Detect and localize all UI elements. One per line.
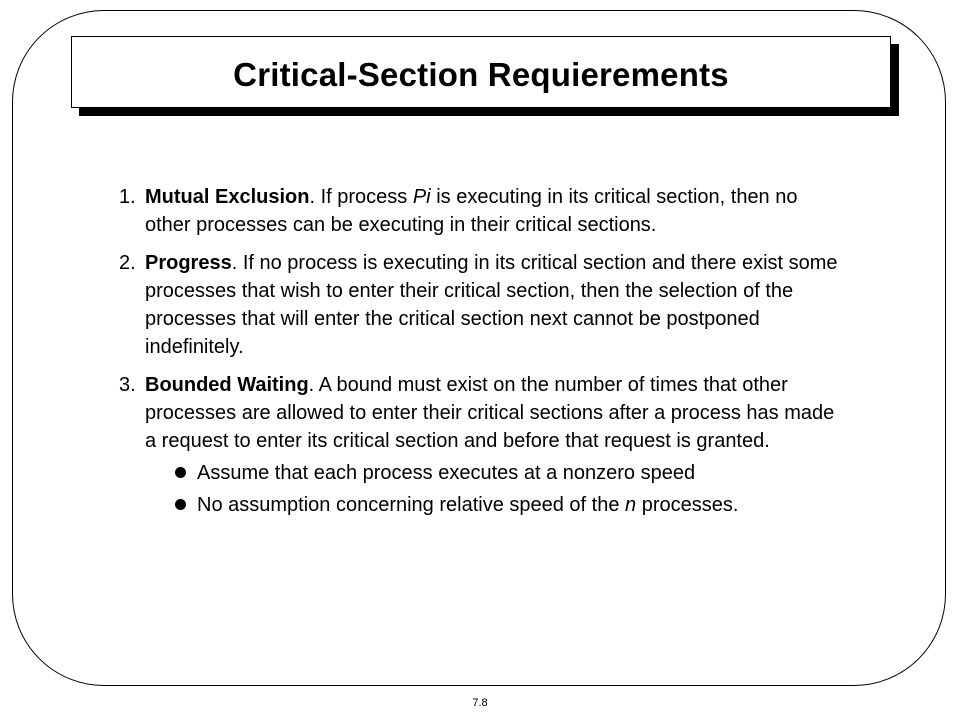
list-item-progress (119, 249, 839, 361)
item-heading: Mutual Exclusion (145, 186, 310, 208)
title-box (71, 36, 891, 108)
item-text (145, 371, 839, 455)
slide-content (119, 183, 839, 523)
item-number: 3. (119, 374, 136, 396)
item-number: 2. (119, 252, 136, 274)
item-body: . If process (309, 186, 413, 208)
sub-bullet-item (145, 491, 839, 519)
item-body: . A bound must exist on the number of times that other processes are allowed to enter their critical sections after a process has made a request to enter its critical section and before that request is granted. (145, 374, 835, 452)
item-text (145, 183, 839, 239)
list-item-bounded-waiting (119, 371, 839, 455)
sub-bullet-italic: n (625, 494, 637, 516)
item-body: . If no process is executing in its critical section and there exist some processes that wish to enter their critical section, then the selection of the processes that will enter the critical section next cannot be postponed indefinitely. (145, 252, 838, 358)
item-text (145, 249, 839, 361)
sub-bullet-text (197, 491, 839, 519)
sub-bullet-list (145, 459, 839, 519)
list-item-mutual-exclusion (119, 183, 839, 239)
item-heading: Progress (145, 252, 232, 274)
bullet-icon (145, 459, 197, 487)
sub-bullet-body: No assumption concerning relative speed of the (197, 494, 626, 516)
item-heading: Bounded Waiting (145, 374, 309, 396)
bullet-icon (145, 491, 197, 519)
item-body: is executing in its critical section, then no other processes can be executing in their critical sections. (145, 186, 798, 236)
slide-title: Critical-Section Requierements (233, 56, 729, 93)
sub-bullet-item (145, 459, 839, 487)
item-italic: Pi (412, 186, 431, 208)
sub-bullet-text: Assume that each process executes at a nonzero speed (197, 462, 696, 484)
page-number: 7.8 (472, 697, 488, 709)
sub-bullet-body: processes. (636, 494, 739, 516)
item-number: 1. (119, 186, 136, 208)
